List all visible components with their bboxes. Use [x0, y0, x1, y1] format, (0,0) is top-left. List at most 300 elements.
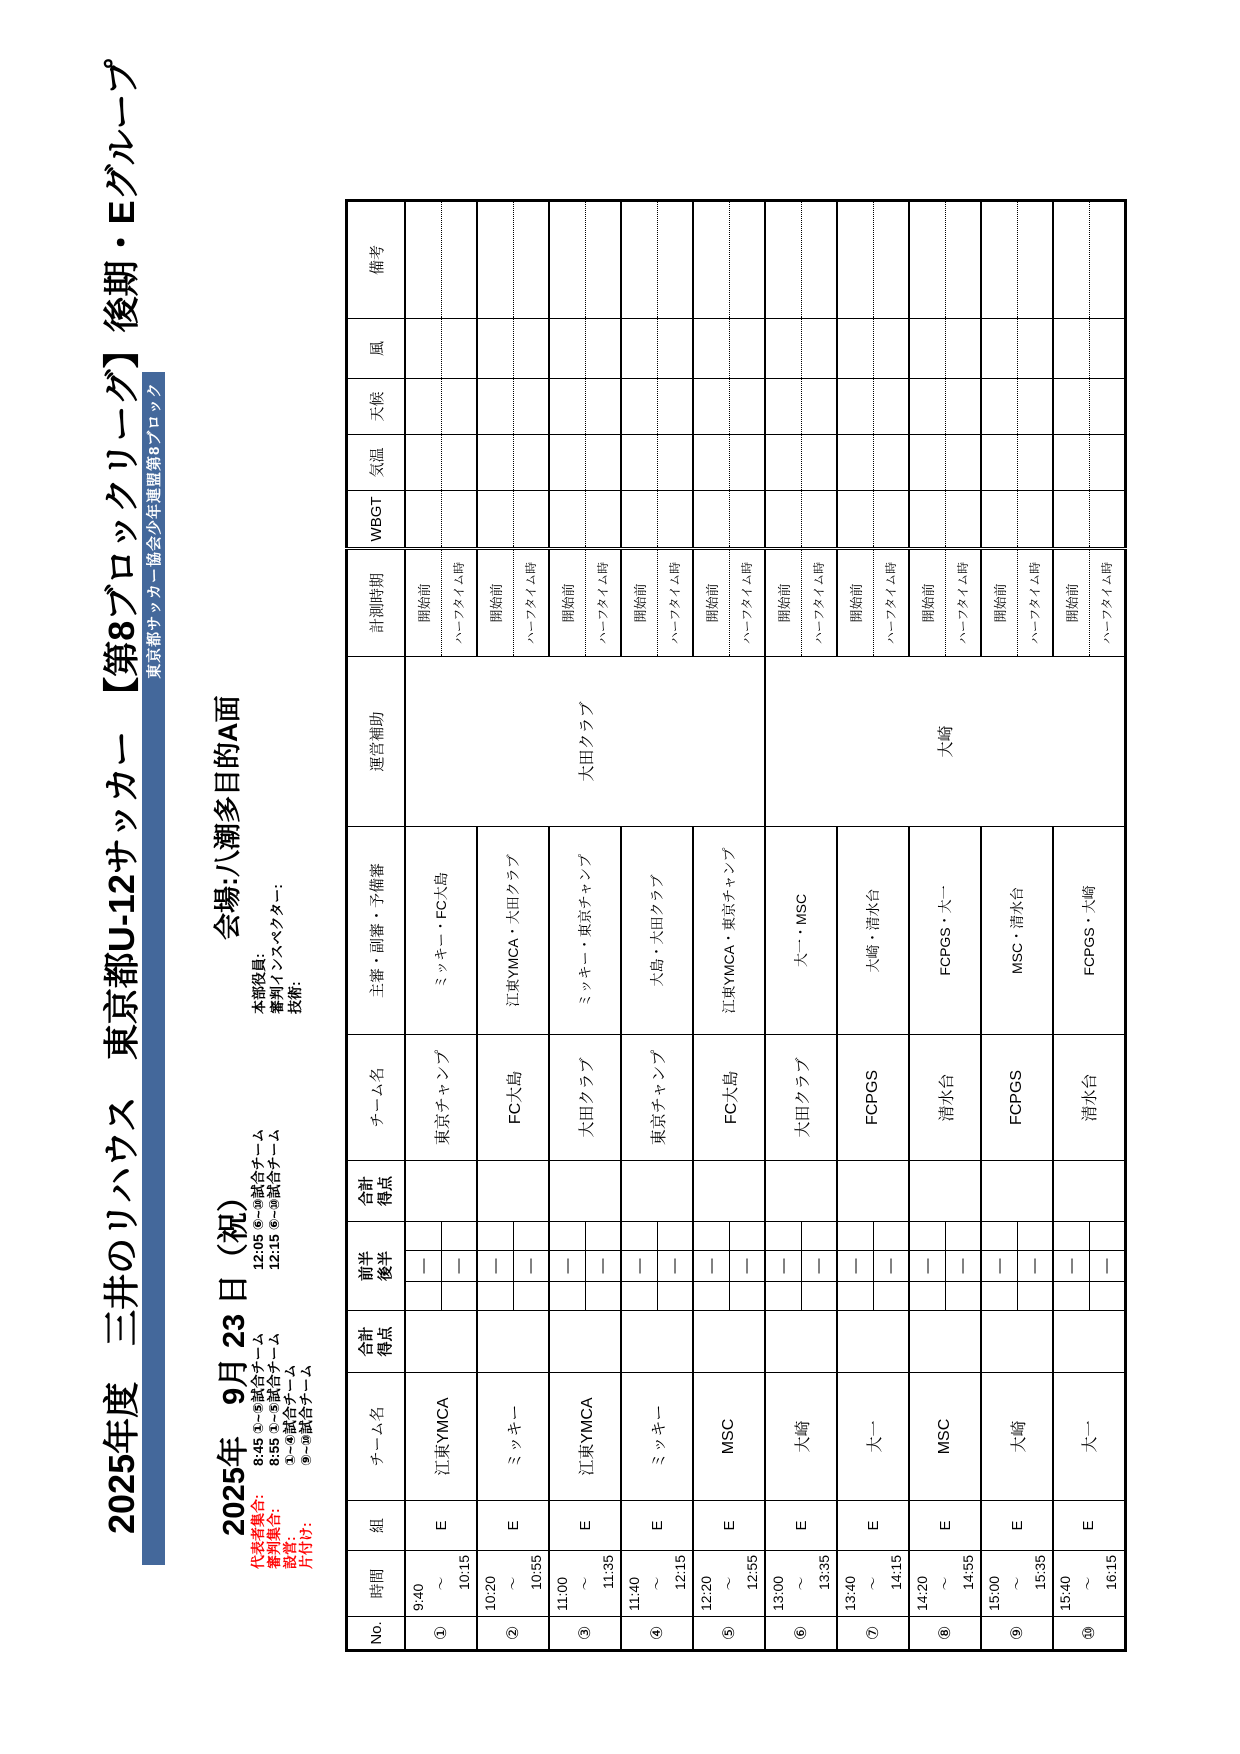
time-separator: ～ — [792, 1576, 809, 1591]
cell-away-team: 清水台 — [909, 1034, 981, 1160]
time-start: 9:40 — [409, 1583, 426, 1611]
cell-timing-halftime: ハーフタイム時 — [585, 548, 621, 656]
cell-home-team: 大一 — [1053, 1373, 1125, 1501]
cell-home-team: 大一 — [837, 1373, 909, 1501]
match-row-first-half — [405, 200, 441, 1650]
cell-away-total-score — [693, 1160, 765, 1221]
cell-note-bottom — [1089, 200, 1125, 318]
cell-weather-before — [693, 378, 729, 434]
score-box-away-second-half — [801, 1221, 837, 1250]
cell-note-top — [765, 200, 801, 318]
cell-match-no: ⑩ — [1053, 1617, 1125, 1651]
cell-weather-before — [765, 378, 801, 434]
cell-note-bottom — [585, 200, 621, 318]
cell-temperature-before — [405, 434, 441, 490]
cell-note-bottom — [657, 200, 693, 318]
header-total-home — [347, 1311, 406, 1373]
schedule-row-cleanup — [298, 1128, 314, 1569]
cell-referees: ミッキー・FC大島 — [405, 826, 477, 1034]
cell-note-bottom — [873, 200, 909, 318]
cell-temperature-halftime — [513, 434, 549, 490]
match-row-first-half — [1053, 200, 1089, 1650]
cell-referees: 大一・MSC — [765, 826, 837, 1034]
cell-temperature-halftime — [729, 434, 765, 490]
cell-away-total-score — [477, 1160, 549, 1221]
score-dash: — — [513, 1251, 549, 1282]
score-box-away-first-half — [693, 1221, 729, 1250]
cell-wind-before — [1053, 318, 1089, 378]
cell-wind-before — [693, 318, 729, 378]
header-total-line2: 得点 — [377, 1326, 394, 1357]
cell-wind-before — [621, 318, 657, 378]
header-timing: 計測時期 — [347, 548, 406, 656]
schedule-row-representatives — [250, 1128, 266, 1569]
score-box-home-second-half — [873, 1282, 909, 1311]
cell-note-top — [477, 200, 513, 318]
score-box-away-second-half — [1017, 1221, 1053, 1250]
cell-away-team: 大田クラブ — [765, 1034, 837, 1160]
venue-title: 会場:八潮多目的A面 — [213, 695, 243, 940]
cell-away-team: FC大島 — [477, 1034, 549, 1160]
event-date: 2025年 9月 23 日（祝） — [216, 1181, 251, 1536]
time-end: 16:15 — [1103, 1555, 1120, 1591]
cell-home-team: 大崎 — [981, 1373, 1053, 1501]
cell-wbgt-halftime — [873, 490, 909, 548]
cell-match-time — [765, 1551, 837, 1617]
cell-note-bottom — [729, 200, 765, 318]
cell-temperature-before — [765, 434, 801, 490]
cell-note-bottom — [513, 200, 549, 318]
header-team-away: チーム名 — [347, 1034, 406, 1160]
cell-note-top — [837, 200, 873, 318]
cell-temperature-before — [981, 434, 1017, 490]
cell-temperature-before — [549, 434, 585, 490]
score-box-home-first-half — [909, 1282, 945, 1311]
match-row-first-half — [621, 200, 657, 1650]
cell-wbgt-before — [621, 490, 657, 548]
cell-home-total-score — [765, 1311, 837, 1373]
score-box-away-second-half — [585, 1221, 621, 1250]
cell-wbgt-before — [693, 490, 729, 548]
score-box-away-second-half — [873, 1221, 909, 1250]
cell-weather-halftime — [1089, 378, 1125, 434]
score-box-away-first-half — [837, 1221, 873, 1250]
cell-wind-before — [981, 318, 1017, 378]
cell-timing-before: 開始前 — [693, 548, 729, 656]
score-box-home-first-half — [621, 1282, 657, 1311]
cell-wind-halftime — [1017, 318, 1053, 378]
cell-group: E — [549, 1501, 621, 1551]
cell-away-team: FC大島 — [693, 1034, 765, 1160]
cell-match-time — [621, 1551, 693, 1617]
association-banner-text: 東京都サッカー協会少年連盟第8ブロック — [146, 382, 163, 679]
cell-temperature-halftime — [441, 434, 477, 490]
cell-home-team: 江東YMCA — [405, 1373, 477, 1501]
cell-match-no: ④ — [621, 1617, 693, 1651]
cell-weather-before — [477, 378, 513, 434]
cell-home-team: ミッキー — [621, 1373, 693, 1501]
cell-away-total-score — [981, 1160, 1053, 1221]
score-box-home-second-half — [657, 1282, 693, 1311]
time-start: 12:20 — [697, 1575, 714, 1611]
official-headquarters-label: 本部役員: — [251, 953, 267, 1014]
score-box-away-second-half — [657, 1221, 693, 1250]
cell-weather-halftime — [585, 378, 621, 434]
score-box-away-first-half — [621, 1221, 657, 1250]
cell-away-team: 大田クラブ — [549, 1034, 621, 1160]
cell-weather-halftime — [729, 378, 765, 434]
cell-home-team: 江東YMCA — [549, 1373, 621, 1501]
cell-timing-halftime: ハーフタイム時 — [513, 548, 549, 656]
cell-away-total-score — [1053, 1160, 1125, 1221]
cell-timing-before: 開始前 — [621, 548, 657, 656]
schedule-label: 片付け: — [298, 1522, 314, 1569]
cell-temperature-halftime — [585, 434, 621, 490]
header-no: No. — [347, 1617, 406, 1651]
cell-away-team: 東京チャンプ — [405, 1034, 477, 1160]
cell-wbgt-halftime — [945, 490, 981, 548]
cell-match-time — [693, 1551, 765, 1617]
cell-note-top — [909, 200, 945, 318]
time-start: 13:40 — [841, 1575, 858, 1611]
cell-match-no: ⑧ — [909, 1617, 981, 1651]
time-start: 15:00 — [985, 1575, 1002, 1611]
cell-weather-before — [981, 378, 1017, 434]
cell-match-time — [1053, 1551, 1125, 1617]
score-box-away-first-half — [1053, 1221, 1089, 1250]
header-referee: 主審・副審・予備審 — [347, 826, 406, 1034]
cell-wbgt-before — [765, 490, 801, 548]
header-total-line2: 得点 — [377, 1175, 394, 1206]
score-dash: — — [1053, 1251, 1089, 1282]
cell-away-total-score — [405, 1160, 477, 1221]
cell-away-total-score — [837, 1160, 909, 1221]
cell-match-no: ① — [405, 1617, 477, 1651]
cell-away-team: FCPGS — [981, 1034, 1053, 1160]
cell-wbgt-before — [909, 490, 945, 548]
score-dash: — — [657, 1251, 693, 1282]
score-box-away-first-half — [909, 1221, 945, 1250]
match-row-first-half — [477, 200, 513, 1650]
cell-referees: 江東YMCA・東京チャンプ — [693, 826, 765, 1034]
cell-timing-halftime: ハーフタイム時 — [441, 548, 477, 656]
cell-note-top — [549, 200, 585, 318]
cell-timing-before: 開始前 — [837, 548, 873, 656]
schedule-value-second: 12:05 ⑥~⑩試合チーム — [250, 1128, 266, 1270]
score-dash: — — [585, 1251, 621, 1282]
cell-home-total-score — [477, 1311, 549, 1373]
schedule-row-setup — [282, 1128, 298, 1569]
time-end: 13:35 — [815, 1555, 832, 1591]
score-box-home-first-half — [981, 1282, 1017, 1311]
cell-wbgt-before — [477, 490, 513, 548]
cell-support-team: 大崎 — [765, 656, 1125, 826]
cell-wind-before — [765, 318, 801, 378]
score-box-away-second-half — [945, 1221, 981, 1250]
time-end: 10:15 — [455, 1555, 472, 1591]
cell-group: E — [909, 1501, 981, 1551]
cell-group: E — [621, 1501, 693, 1551]
cell-home-total-score — [909, 1311, 981, 1373]
cell-timing-halftime: ハーフタイム時 — [729, 548, 765, 656]
cell-weather-halftime — [1017, 378, 1053, 434]
header-weather: 天候 — [347, 378, 406, 434]
cell-wbgt-before — [549, 490, 585, 548]
cell-referees: 大崎・清水台 — [837, 826, 909, 1034]
time-separator: ～ — [864, 1576, 881, 1591]
cell-wind-before — [837, 318, 873, 378]
score-box-away-second-half — [1089, 1221, 1125, 1250]
cell-referees: FCPGS・大崎 — [1053, 826, 1125, 1034]
cell-wind-before — [477, 318, 513, 378]
cell-temperature-halftime — [657, 434, 693, 490]
cell-referees: 大島・大田クラブ — [621, 826, 693, 1034]
header-total-away — [347, 1160, 406, 1221]
cell-temperature-halftime — [873, 434, 909, 490]
cell-wind-halftime — [513, 318, 549, 378]
cell-group: E — [405, 1501, 477, 1551]
score-dash: — — [621, 1251, 657, 1282]
cell-weather-before — [621, 378, 657, 434]
cell-referees: FCPGS・大一 — [909, 826, 981, 1034]
time-end: 11:35 — [599, 1555, 616, 1589]
score-box-home-first-half — [549, 1282, 585, 1311]
cell-note-bottom — [1017, 200, 1053, 318]
cell-weather-halftime — [873, 378, 909, 434]
cell-timing-halftime: ハーフタイム時 — [873, 548, 909, 656]
cell-weather-halftime — [801, 378, 837, 434]
cell-timing-before: 開始前 — [405, 548, 441, 656]
schedule-value-first: 8:45 ①~⑤試合チーム — [250, 1332, 266, 1466]
time-end: 12:55 — [743, 1555, 760, 1591]
score-box-home-first-half — [1053, 1282, 1089, 1311]
score-box-home-second-half — [1017, 1282, 1053, 1311]
time-start: 15:40 — [1057, 1575, 1074, 1611]
cell-match-no: ⑥ — [765, 1617, 837, 1651]
assembly-schedule-block — [250, 1128, 314, 1569]
score-box-away-second-half — [729, 1221, 765, 1250]
cell-note-top — [693, 200, 729, 318]
score-box-home-first-half — [765, 1282, 801, 1311]
header-wbgt: WBGT — [347, 490, 406, 548]
score-box-away-first-half — [981, 1221, 1017, 1250]
cell-timing-before: 開始前 — [981, 548, 1017, 656]
cell-home-team: MSC — [693, 1373, 765, 1501]
match-schedule-table — [345, 199, 1127, 1652]
cell-weather-halftime — [441, 378, 477, 434]
cell-wbgt-halftime — [513, 490, 549, 548]
cell-match-time — [909, 1551, 981, 1617]
header-halves — [347, 1221, 406, 1310]
time-start: 13:00 — [769, 1575, 786, 1611]
header-group: 組 — [347, 1501, 406, 1551]
time-start: 11:40 — [625, 1577, 642, 1611]
cell-group: E — [477, 1501, 549, 1551]
cell-temperature-before — [621, 434, 657, 490]
cell-away-total-score — [549, 1160, 621, 1221]
score-box-home-first-half — [477, 1282, 513, 1311]
cell-home-total-score — [693, 1311, 765, 1373]
schedule-value-first: ①~④試合チーム — [282, 1364, 298, 1466]
cell-home-total-score — [837, 1311, 909, 1373]
header-temperature: 気温 — [347, 434, 406, 490]
header-first-half: 前半 — [358, 1250, 375, 1281]
time-separator: ～ — [432, 1576, 449, 1591]
cell-home-total-score — [549, 1311, 621, 1373]
score-box-away-first-half — [549, 1221, 585, 1250]
cell-wbgt-before — [1053, 490, 1089, 548]
score-dash: — — [405, 1251, 441, 1282]
cell-note-bottom — [801, 200, 837, 318]
cell-group: E — [765, 1501, 837, 1551]
cell-timing-before: 開始前 — [909, 548, 945, 656]
cell-away-total-score — [765, 1160, 837, 1221]
cell-referees: 江東YMCA・大田クラブ — [477, 826, 549, 1034]
time-start: 11:00 — [553, 1577, 570, 1611]
header-time: 時間 — [347, 1551, 406, 1617]
schedule-label: 代表者集合: — [250, 1494, 266, 1569]
cell-wbgt-before — [981, 490, 1017, 548]
cell-note-top — [621, 200, 657, 318]
score-dash: — — [873, 1251, 909, 1282]
score-dash: — — [945, 1251, 981, 1282]
score-dash: — — [477, 1251, 513, 1282]
match-row-first-half — [549, 200, 585, 1650]
title-underline-bar — [142, 372, 165, 1565]
cell-weather-before — [405, 378, 441, 434]
cell-temperature-before — [477, 434, 513, 490]
match-row-first-half — [837, 200, 873, 1650]
score-box-home-second-half — [729, 1282, 765, 1311]
cell-note-top — [981, 200, 1017, 318]
time-start: 14:20 — [913, 1575, 930, 1611]
cell-away-total-score — [909, 1160, 981, 1221]
match-row-first-half — [981, 200, 1017, 1650]
cell-temperature-before — [837, 434, 873, 490]
header-second-half: 後半 — [377, 1250, 394, 1281]
cell-wbgt-before — [837, 490, 873, 548]
cell-away-total-score — [621, 1160, 693, 1221]
cell-support-team: 大田クラブ — [405, 656, 765, 826]
score-dash: — — [1089, 1251, 1125, 1282]
cell-wbgt-halftime — [1017, 490, 1053, 548]
time-separator: ～ — [648, 1576, 665, 1591]
cell-group: E — [837, 1501, 909, 1551]
time-end: 10:55 — [527, 1555, 544, 1591]
score-box-away-first-half — [405, 1221, 441, 1250]
time-end: 14:15 — [887, 1555, 904, 1591]
time-separator: ～ — [720, 1576, 737, 1591]
cell-home-total-score — [981, 1311, 1053, 1373]
cell-wind-halftime — [657, 318, 693, 378]
score-box-away-first-half — [477, 1221, 513, 1250]
cell-wind-halftime — [873, 318, 909, 378]
cell-away-team: 東京チャンプ — [621, 1034, 693, 1160]
cell-group: E — [693, 1501, 765, 1551]
score-box-home-first-half — [405, 1282, 441, 1311]
score-box-home-second-half — [801, 1282, 837, 1311]
header-total-line1: 合計 — [358, 1326, 375, 1357]
cell-timing-halftime: ハーフタイム時 — [801, 548, 837, 656]
time-end: 14:55 — [959, 1555, 976, 1591]
cell-temperature-before — [693, 434, 729, 490]
score-box-home-second-half — [513, 1282, 549, 1311]
cell-match-time — [981, 1551, 1053, 1617]
cell-temperature-halftime — [945, 434, 981, 490]
cell-temperature-before — [1053, 434, 1089, 490]
schedule-table-body — [405, 200, 1125, 1650]
cell-note-bottom — [945, 200, 981, 318]
header-wind: 風 — [347, 318, 406, 378]
cell-wind-halftime — [729, 318, 765, 378]
cell-match-no: ⑤ — [693, 1617, 765, 1651]
cell-match-time — [549, 1551, 621, 1617]
cell-group: E — [1053, 1501, 1125, 1551]
time-separator: ～ — [576, 1576, 593, 1591]
cell-match-time — [405, 1551, 477, 1617]
score-box-home-first-half — [693, 1282, 729, 1311]
cell-wbgt-halftime — [585, 490, 621, 548]
schedule-value-first: 8:55 ①~⑤試合チーム — [266, 1332, 282, 1466]
cell-wind-before — [909, 318, 945, 378]
cell-weather-halftime — [513, 378, 549, 434]
time-start: 10:20 — [481, 1575, 498, 1611]
table-header-row — [347, 200, 406, 1650]
score-dash: — — [837, 1251, 873, 1282]
header-total-line1: 合計 — [358, 1175, 375, 1206]
score-box-home-second-half — [585, 1282, 621, 1311]
cell-away-team: FCPGS — [837, 1034, 909, 1160]
cell-wbgt-halftime — [729, 490, 765, 548]
cell-match-time — [477, 1551, 549, 1617]
score-dash: — — [801, 1251, 837, 1282]
cell-timing-before: 開始前 — [477, 548, 513, 656]
cell-wind-halftime — [945, 318, 981, 378]
cell-away-team: 清水台 — [1053, 1034, 1125, 1160]
officials-block — [250, 884, 304, 1014]
cell-note-top — [1053, 200, 1089, 318]
schedule-label: 設営: — [282, 1536, 298, 1569]
cell-temperature-before — [909, 434, 945, 490]
cell-match-no: ⑨ — [981, 1617, 1053, 1651]
header-team-home: チーム名 — [347, 1373, 406, 1501]
cell-timing-halftime: ハーフタイム時 — [1017, 548, 1053, 656]
page-title: 2025年度 三井のリハウス 東京都U-12サッカー 【第8ブロックリーグ】後期・Eグループ — [101, 59, 142, 1534]
score-dash: — — [729, 1251, 765, 1282]
score-box-away-second-half — [513, 1221, 549, 1250]
score-dash: — — [765, 1251, 801, 1282]
score-dash: — — [981, 1251, 1017, 1282]
cell-temperature-halftime — [1017, 434, 1053, 490]
cell-wind-halftime — [585, 318, 621, 378]
cell-wind-halftime — [441, 318, 477, 378]
header-note: 備考 — [347, 200, 406, 318]
cell-group: E — [981, 1501, 1053, 1551]
official-inspector-label: 審判インスペクター: — [269, 884, 285, 1014]
cell-home-team: MSC — [909, 1373, 981, 1501]
cell-weather-halftime — [657, 378, 693, 434]
cell-wbgt-halftime — [441, 490, 477, 548]
score-box-home-second-half — [441, 1282, 477, 1311]
score-dash: — — [1017, 1251, 1053, 1282]
cell-home-team: 大崎 — [765, 1373, 837, 1501]
schedule-row-referees — [266, 1128, 282, 1569]
time-separator: ～ — [1080, 1576, 1097, 1591]
cell-home-total-score — [1053, 1311, 1125, 1373]
cell-note-top — [405, 200, 441, 318]
score-box-away-second-half — [441, 1221, 477, 1250]
cell-home-team: ミッキー — [477, 1373, 549, 1501]
